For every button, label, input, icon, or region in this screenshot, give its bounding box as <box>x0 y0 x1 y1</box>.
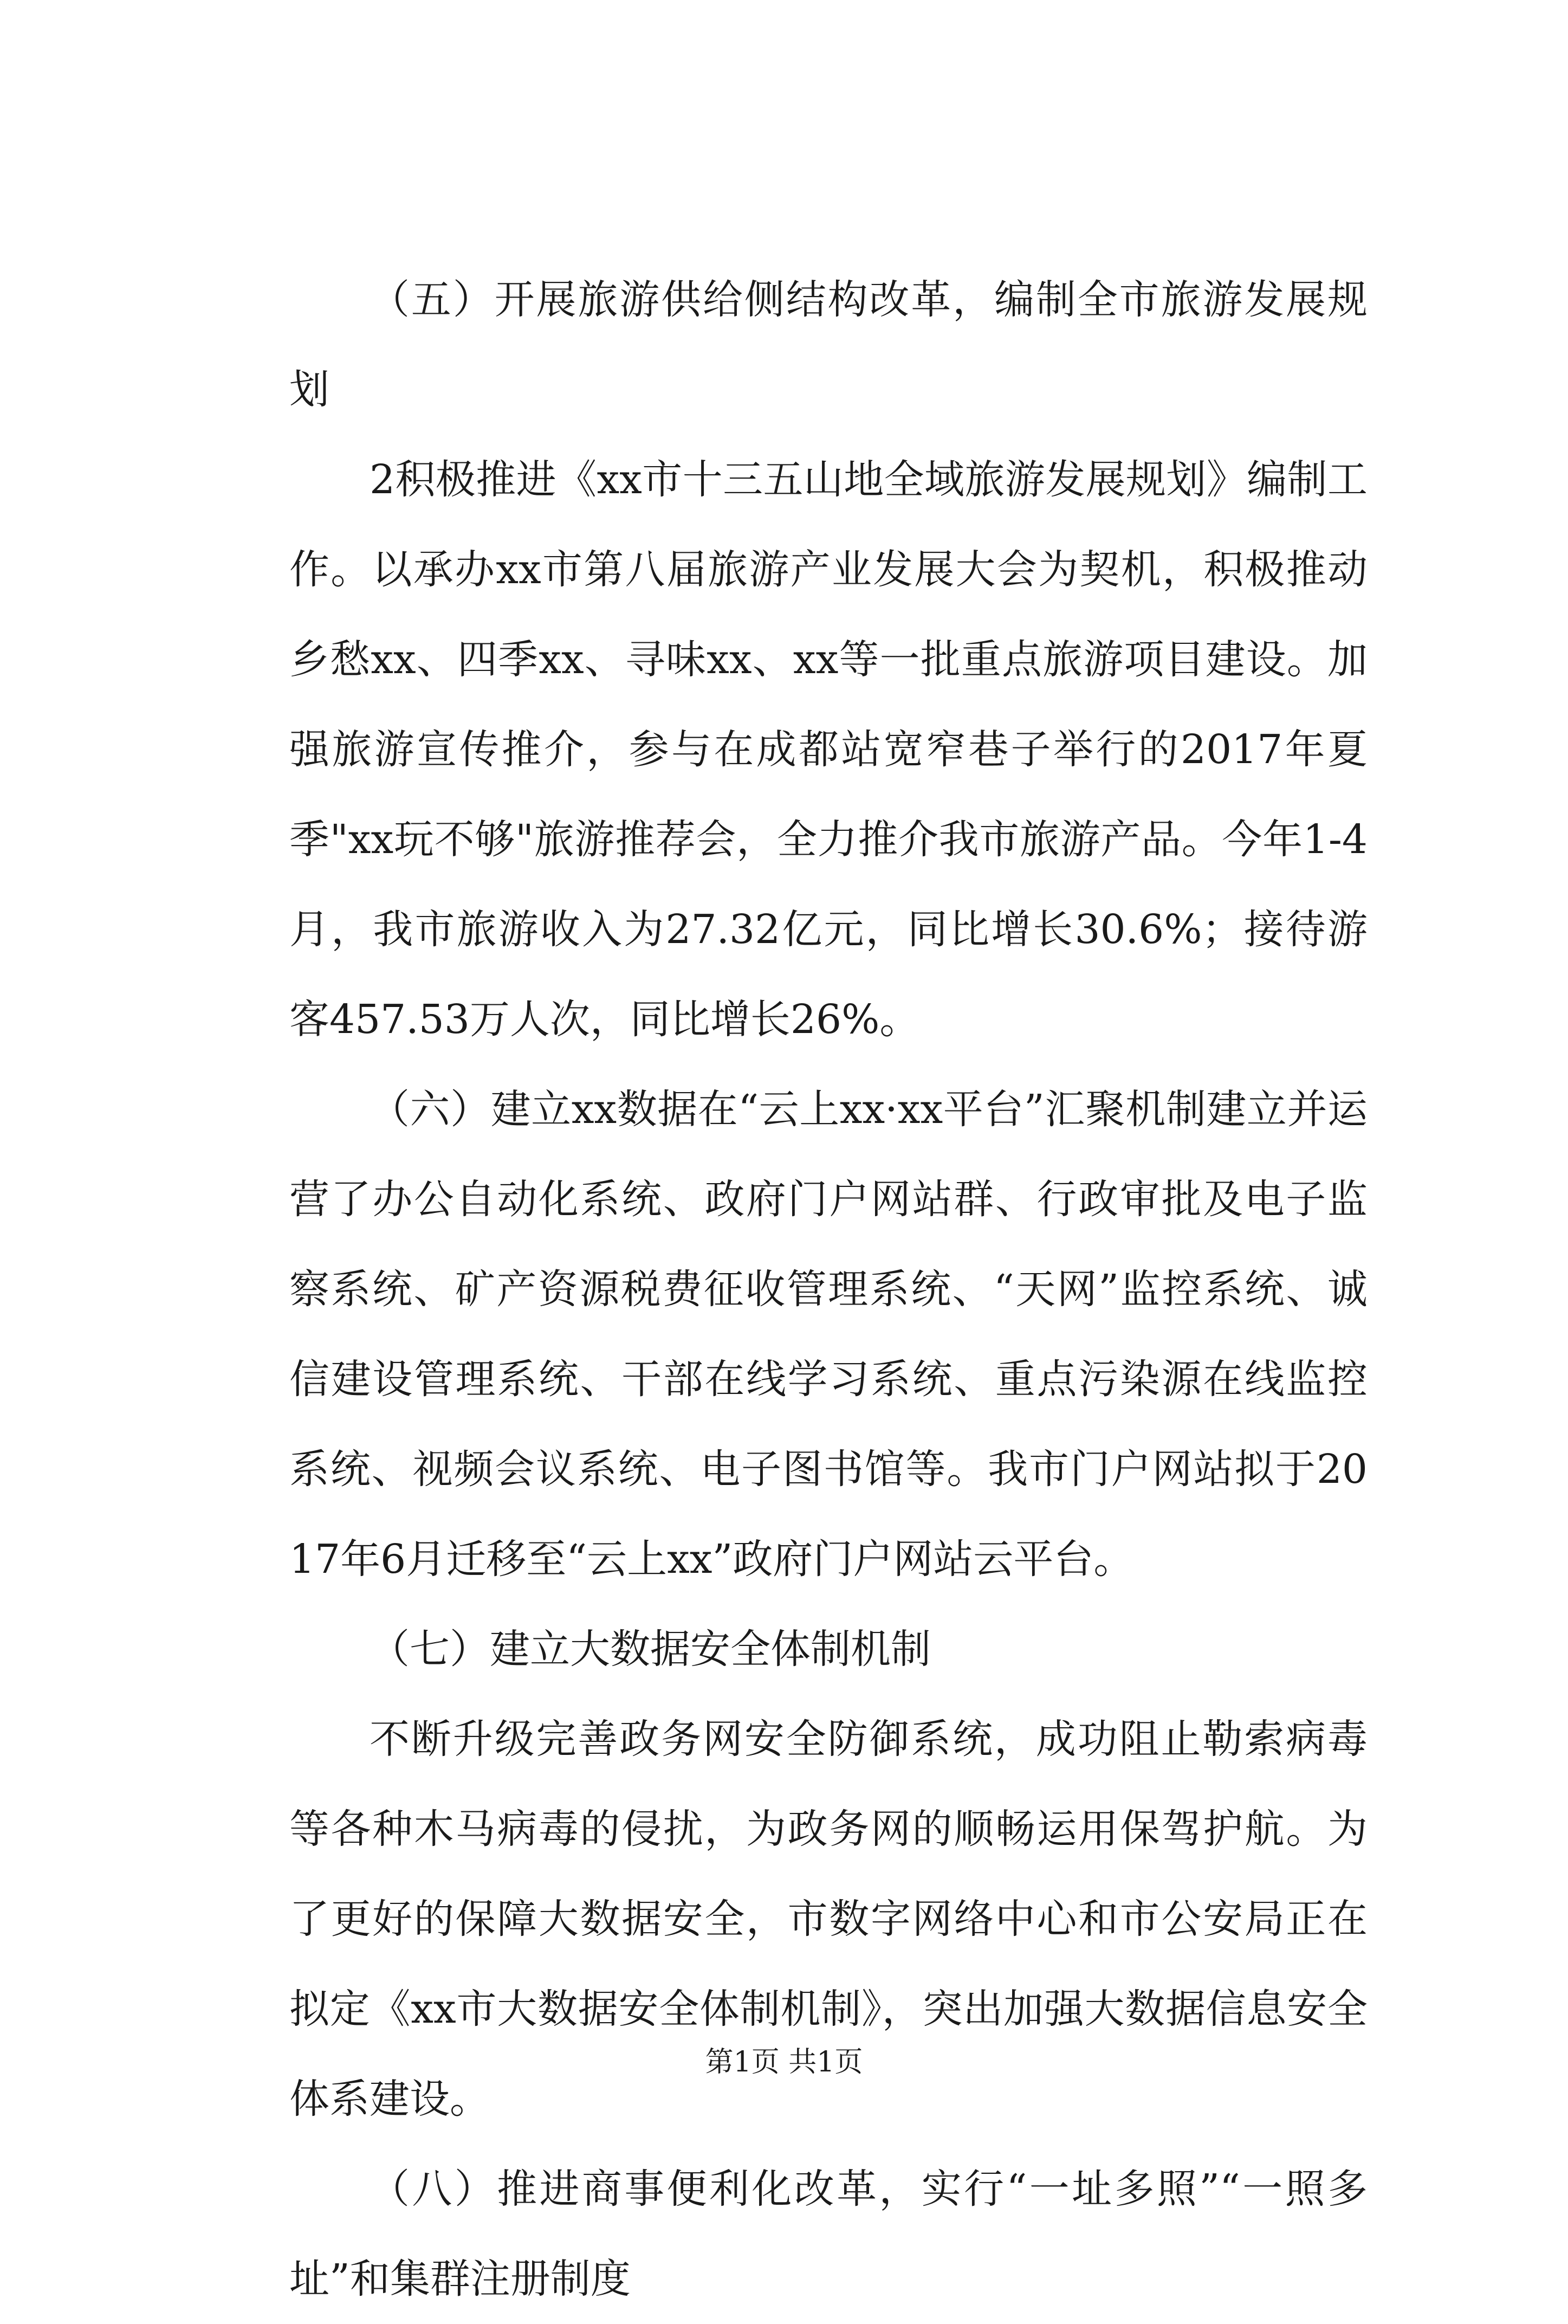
paragraph-6-data-platform: （六）建立xx数据在“云上xx·xx平台”汇聚机制建立并运营了办公自动化系统、政府门户网站群、行政审批及电子监察系统、矿产资源税费征收管理系统、“天网”监控系统、诚信建设管理系统、干部在线学习系统、重点污染源在线监控系统、视频会议系统、电子图书馆等。我市门户网站拟于2017年6月迁移至“云上xx”政府门户网站云平台。 <box>289 1086 1368 1583</box>
heading-7-data-security: （七）建立大数据安全体制机制 <box>370 1626 931 1673</box>
heading-8-business-reform: （八）推进商事便利化改革，实行“一址多照”“一照多址”和集群注册制度 <box>289 2166 1368 2302</box>
paragraph-security-system: 不断升级完善政务网安全防御系统，成功阻止勒索病毒等各种木马病毒的侵扰，为政务网的顺畅运用保驾护航。为了更好的保障大数据安全，市数字网络中心和市公安局正在拟定《xx市大数据安全体制机制》，突出加强大数据信息安全体系建设。 <box>289 1716 1368 2122</box>
page-footer: 第1页 共1页 <box>705 2046 863 2078</box>
paragraph-tourism-planning: 2积极推进《xx市十三五山地全域旅游发展规划》编制工作。以承办xx市第八届旅游产业发展大会为契机，积极推动乡愁xx、四季xx、寻味xx、xx等一批重点旅游项目建设。加强旅游宣传推介，参与在成都站宽窄巷子举行的2017年夏季"xx玩不够"旅游推荐会，全力推介我市旅游产品。今年1-4月，我市旅游收入为27.32亿元，同比增长30.6%；接待游客457.53万人次，同比增长26%。 <box>289 456 1368 1043</box>
heading-5-tourism-reform: （五）开展旅游供给侧结构改革，编制全市旅游发展规划 <box>289 276 1368 413</box>
document-body <box>289 255 1368 2324</box>
